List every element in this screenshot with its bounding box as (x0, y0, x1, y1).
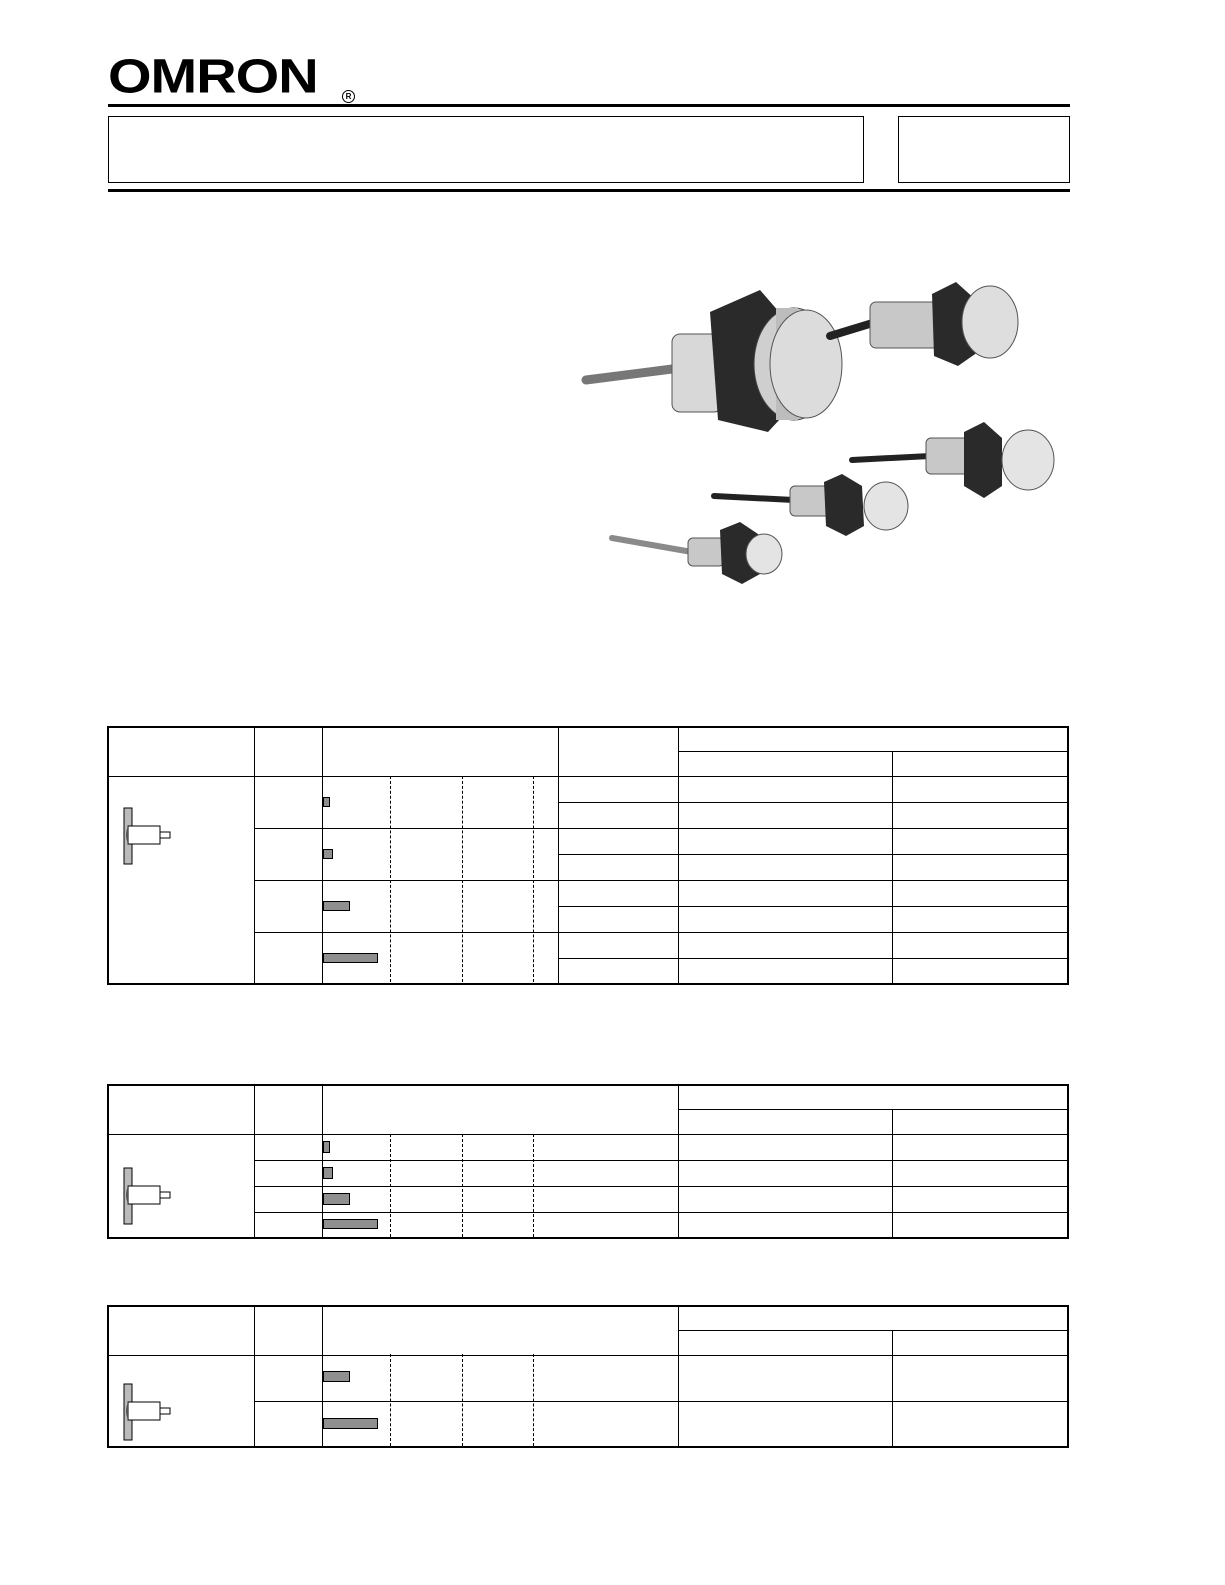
t1-cell (678, 880, 892, 906)
t2-cell (892, 1160, 1068, 1186)
t3-cell (254, 1355, 322, 1401)
t2-cell (678, 1160, 892, 1186)
title-box (108, 116, 864, 183)
header-rule-top (108, 104, 1070, 107)
t1-cell (892, 932, 1068, 958)
sensor-target-icon (120, 806, 180, 866)
spec-table-3 (107, 1305, 1069, 1448)
t1-header-cell (322, 727, 558, 776)
t2-header-cell (678, 1085, 1068, 1109)
t1-cell (892, 958, 1068, 984)
t2-cell (254, 1160, 322, 1186)
t1-header-cell (678, 727, 1068, 751)
t2-cell (678, 1212, 892, 1238)
t1-cell (558, 776, 678, 802)
t1-cell (678, 802, 892, 828)
range-bar (323, 1141, 330, 1153)
t1-size-cell (254, 776, 322, 828)
t1-cell (558, 906, 678, 932)
t1-cell (678, 932, 892, 958)
range-bar (323, 1371, 350, 1382)
range-bar (323, 953, 378, 963)
scale-dash (390, 1134, 391, 1237)
t2-cell (892, 1212, 1068, 1238)
t2-cell (892, 1134, 1068, 1160)
t1-cell (558, 802, 678, 828)
t3-cell (322, 1355, 678, 1401)
t1-size-cell (254, 828, 322, 880)
t1-cell (892, 802, 1068, 828)
range-bar (323, 1418, 378, 1429)
t2-cell (254, 1186, 322, 1212)
t1-header-cell (558, 727, 678, 776)
code-box (898, 116, 1070, 183)
t1-range-cell (322, 828, 558, 880)
range-bar (323, 797, 330, 807)
t2-header-cell (254, 1085, 322, 1134)
range-bar (323, 901, 350, 911)
t1-cell (892, 854, 1068, 880)
t3-header-cell (678, 1330, 892, 1355)
t1-header-cell (892, 751, 1068, 776)
range-bar (323, 1193, 350, 1205)
scale-dash (462, 1134, 463, 1237)
t1-cell (678, 906, 892, 932)
t1-cell (892, 828, 1068, 854)
t2-cell (678, 1134, 892, 1160)
t2-cell (892, 1186, 1068, 1212)
spec-table-1 (107, 726, 1069, 985)
t1-header-cell (254, 727, 322, 776)
t2-cell (322, 1160, 678, 1186)
t1-cell (558, 880, 678, 906)
t2-header-cell (322, 1085, 678, 1134)
t1-size-cell (254, 880, 322, 932)
proximity-sensors-photo (580, 272, 1060, 592)
t3-header-cell (678, 1306, 1068, 1330)
scale-dash (390, 1354, 391, 1446)
sensor-target-icon (120, 1382, 180, 1442)
t1-cell (892, 906, 1068, 932)
t2-header-cell (678, 1109, 892, 1134)
t1-header-cell (678, 751, 892, 776)
spec-table-2 (107, 1084, 1069, 1239)
omron-logo: OMRON (108, 48, 318, 103)
t1-range-cell (322, 776, 558, 828)
t1-range-cell (322, 880, 558, 932)
t2-cell (322, 1134, 678, 1160)
sensor-target-icon (120, 1166, 180, 1226)
t3-header-cell (892, 1330, 1068, 1355)
scale-dash (390, 776, 391, 982)
t1-cell (558, 854, 678, 880)
scale-dash (462, 1354, 463, 1446)
t1-size-cell (254, 932, 322, 984)
t1-cell (678, 854, 892, 880)
header-rule-bottom (108, 189, 1070, 192)
range-bar (323, 849, 333, 859)
t1-cell (678, 776, 892, 802)
t2-cell (254, 1212, 322, 1238)
scale-dash (462, 776, 463, 982)
t1-cell (678, 828, 892, 854)
t2-header-cell (892, 1109, 1068, 1134)
t1-header-cell (108, 727, 254, 776)
t3-cell (678, 1355, 892, 1401)
t3-header-cell (254, 1306, 322, 1355)
scale-dash (533, 1134, 534, 1237)
t1-cell (558, 932, 678, 958)
t1-cell (892, 776, 1068, 802)
registered-mark: R (342, 90, 355, 103)
range-bar (323, 1219, 378, 1229)
t3-cell (254, 1401, 322, 1447)
t2-cell (678, 1186, 892, 1212)
t3-cell (892, 1401, 1068, 1447)
t1-cell (558, 958, 678, 984)
scale-dash (533, 776, 534, 982)
t1-cell (558, 828, 678, 854)
t2-cell (254, 1134, 322, 1160)
t3-header-cell (322, 1306, 678, 1355)
t1-cell (678, 958, 892, 984)
t2-cell (322, 1186, 678, 1212)
t3-header-cell (108, 1306, 254, 1355)
t1-cell (892, 880, 1068, 906)
t3-cell (678, 1401, 892, 1447)
t3-cell (892, 1355, 1068, 1401)
range-bar (323, 1167, 333, 1179)
scale-dash (533, 1354, 534, 1446)
t2-header-cell (108, 1085, 254, 1134)
